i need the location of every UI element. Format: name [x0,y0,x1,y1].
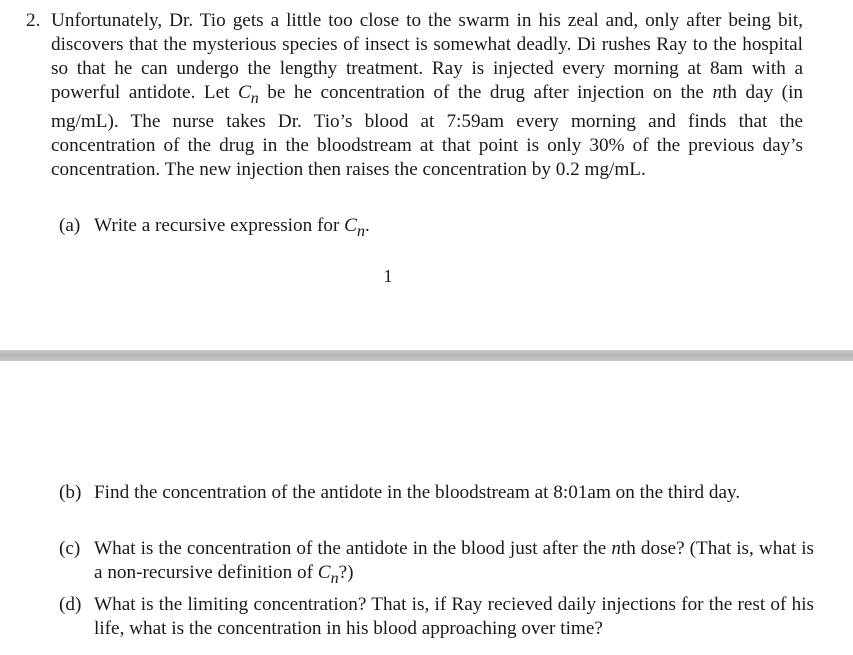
part-a-end: . [364,215,370,236]
part-c-text-2: th dose? (That is, what is a non-recursive definition of [94,538,814,583]
math-var-n: n [712,81,723,103]
math-var-c: C [344,215,357,236]
part-d-label: (d) [59,594,82,615]
page-separator [0,350,853,361]
page-number: 1 [383,266,393,286]
problem-text-2: be he concentration of the drug after injection on the [258,81,713,103]
math-var-n: n [611,538,621,559]
math-sub-n: n [356,222,365,240]
part-c-label: (c) [59,538,81,559]
problem-2 [26,9,803,182]
problem-text-1: Unfortunately, Dr. Tio gets a little too close to the swarm in his zeal and, only after being bit, discovers that the mysterious species of insect is somewhat deadly. Di rushes Ray to the hospital so that he can undergo the lengthy treatment. Ray is injected every morning at 8am with a powerful antidote. Let [51,10,803,103]
math-var-c: C [317,562,331,583]
part-a [59,214,814,244]
part-a-text: Write a recursive expression for [94,215,345,236]
math-sub-n: n [330,569,339,587]
part-c-text-1: What is the concentration of the antidote in the blood just after the [94,538,612,559]
part-b-label: (b) [59,482,82,503]
problem-text-3: th day (in mg/mL). The nurse takes Dr. Tio’s blood at 7:59am every morning and finds that the concentration of the drug in the bloodstream at that point is only 30% of the previous day’s concentration. The new injection then raises the concentration by 0.2 mg/mL. [51,81,803,181]
part-c-end: ?) [338,562,354,583]
math-var-c: C [237,81,251,103]
part-c [59,537,814,591]
problem-number: 2. [26,10,41,31]
part-a-label: (a) [59,215,81,236]
math-sub-n: n [250,89,259,107]
part-d [59,593,814,641]
part-d-text: What is the limiting concentration? That is, if Ray recieved daily injections for the rest of his life, what is the concentration in his blood approaching over time? [94,594,814,639]
page-2 [0,361,853,655]
part-b-text: Find the concentration of the antidote in the bloodstream at 8:01am on the third day. [94,482,741,503]
part-b [59,481,814,505]
